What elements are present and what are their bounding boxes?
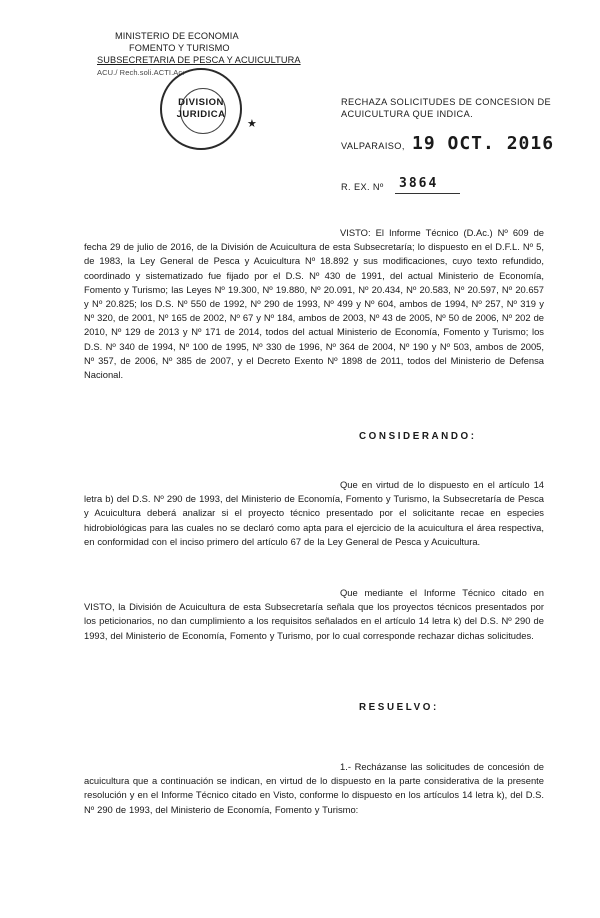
stamp-text-line1: DIVISION bbox=[178, 97, 224, 108]
considerando-paragraph-2: Que mediante el Informe Técnico citado en VISTO, la División de Acuicultura de esta Subsecretaría señala que los proyectos técnicos presentados por los peticionarios, no dan cumplimiento a los requisitos señalados en el artículo 14 letra k) del D.S. Nº 290 de 1993, del Ministerio de Economía, Fomento y Turismo, por lo cual corresponde rechazar dichas solicitudes. bbox=[84, 587, 544, 641]
resolution-underline bbox=[395, 193, 460, 194]
resolution-number: 3864 bbox=[399, 176, 439, 191]
considerando-heading: CONSIDERANDO: bbox=[359, 431, 477, 442]
ministry-subtitle: FOMENTO Y TURISMO bbox=[129, 43, 230, 53]
resuelvo-paragraph-1: 1.- Recházanse las solicitudes de concesión de acuicultura que a continuación se indican, en virtud de lo dispuesto en la parte considerativa de la presente resolución y en el Informe Técnico citado en Visto, conforme lo dispuesto en los artículos 14 letra k), del D.S. Nº 290 de 1993, del Ministerio de Economía, Fomento y Turismo: bbox=[84, 761, 544, 815]
subsecretaria-name: SUBSECRETARIA DE PESCA Y ACUICULTURA bbox=[97, 55, 301, 65]
subject-line-2: ACUICULTURA QUE INDICA. bbox=[341, 109, 474, 119]
resolution-label: R. EX. Nº bbox=[341, 182, 384, 192]
visto-paragraph: VISTO: El Informe Técnico (D.Ac.) Nº 609 de fecha 29 de julio de 2016, de la División de Acuicultura de esta Subsecretaría; lo dispuesto en el D.F.L. Nº 5, de 1983, la Ley General de Pesca y Acuicultura Nº 18.892 y sus modificaciones, cuyo texto refundido, coordinado y sistematizado fue fijado por el D.S. Nº 430 de 1991, del actual Ministerio de Economía, Fomento y Turismo; las Leyes Nº 19.300, Nº 19.880, Nº 20.091, Nº 20.434, Nº 20.583, Nº 20.597, Nº 20.657 y Nº 20.825; los D.S. Nº 550 de 1992, Nº 290 de 1993, Nº 499 y Nº 604, ambos de 1994, Nº 257, Nº 319 y Nº 320, de 2001, Nº 165 de 2002, Nº 67 y Nº 184, ambos de 2003, Nº 43 de 2005, Nº 50 de 2006, Nº 202 de 2010, Nº 129 de 2013 y Nº 171 de 2014, todos del actual Ministerio de Economía, Fomento y Turismo; los D.S. Nº 340 de 1994, Nº 100 de 1995, Nº 330 de 1996, Nº 364 de 2004, Nº 190 y Nº 503, ambos de 2005, Nº 357, de 2006, Nº 385 de 2007, y el Decreto Exento Nº 1898 de 2011, todos del Ministerio de Defensa Nacional. bbox=[84, 227, 544, 381]
resuelvo-heading: RESUELVO: bbox=[359, 702, 439, 713]
date-stamp: 19 OCT. 2016 bbox=[412, 133, 555, 154]
ministry-name: MINISTERIO DE ECONOMIA bbox=[115, 31, 239, 41]
considerando-paragraph-1: Que en virtud de lo dispuesto en el artículo 14 letra b) del D.S. Nº 290 de 1993, del Ministerio de Economía, Fomento y Turismo, la Subsecretaría de Pesca y Acuicultura deberá analizar si el proyecto técnico presentado por el solicitante recae en especies hidrobiológicas para las cuales no se declaró como apta para el ejercicio de la acuicultura el área respectiva, en conformidad con el inciso primero del artículo 67 de la Ley General de Pesca y Acuicultura. bbox=[84, 479, 544, 547]
division-juridica-stamp bbox=[160, 68, 242, 150]
subject-line-1: RECHAZA SOLICITUDES DE CONCESION DE bbox=[341, 97, 552, 107]
date-city: VALPARAISO, bbox=[341, 141, 405, 151]
stamp-text-line2: JURIDICA bbox=[176, 109, 226, 120]
reference-code: ACU./ Rech.soli.ACTI.Ac: bbox=[97, 68, 185, 77]
star-icon: ★ bbox=[247, 118, 257, 130]
